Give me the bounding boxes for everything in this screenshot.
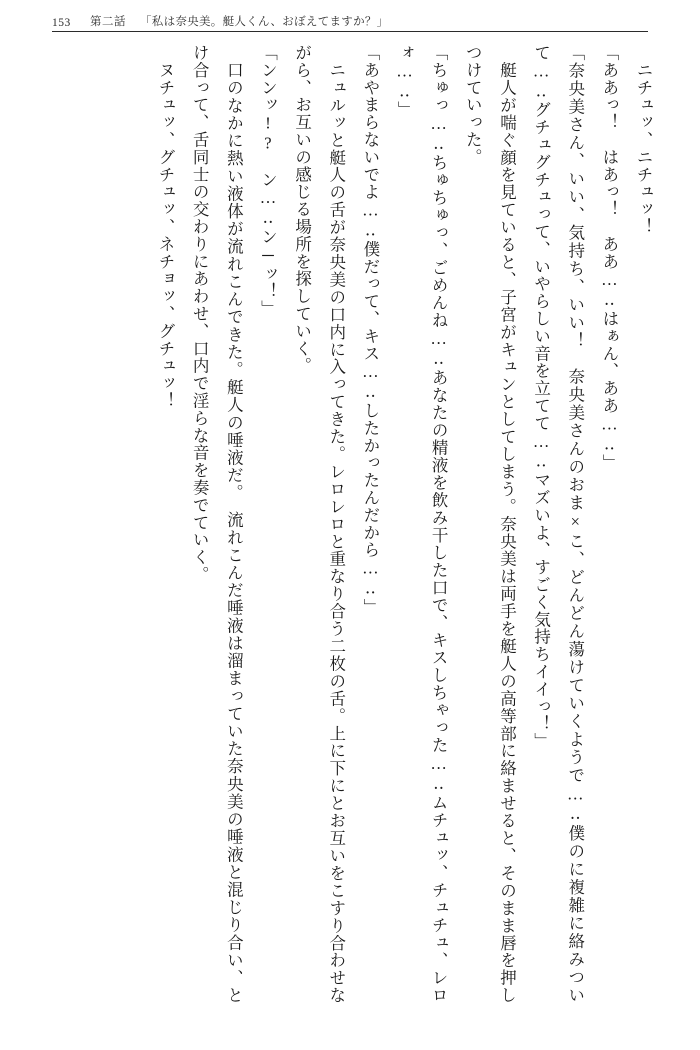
paragraph: 「ああっ！ はあっ！ ああ…‥はぁん、ああ…‥」 (599, 44, 619, 472)
page-number: 153 (52, 17, 71, 29)
chapter-title: 「私は奈央美。艇人くん、おぼえてますか？」 (140, 16, 389, 28)
paragraph: 「奈央美さん、いい、気持ち、いい！ 奈央美さんのおま×こ、どんどん蕩けていくようで…‥僕のに複雑に絡みついて…‥グチュグチュって、いやらしい音を立てて…‥マズいよ、すごく気持ちイイっ！」 (531, 44, 585, 1004)
page-header (52, 10, 648, 32)
paragraph: ヌチュッ、グチュッ、ネチョッ、グチュッ！ (156, 44, 176, 410)
chapter-label: 第二話 (90, 16, 126, 28)
page-body (40, 44, 660, 1004)
paragraph: 「あやまらないでよ…‥僕だって、キス…‥したかったんだから…‥」 (360, 44, 380, 616)
paragraph: ニュルッと艇人の舌が奈央美の口内に入ってきた。レロレロと重なり合う二枚の舌。上に下にとお互いをこすり合わせながら、お互いの感じる場所を探していく。 (292, 44, 346, 1004)
paragraph: ニチュッ、ニチュッ！ (634, 44, 653, 236)
paragraph: 口のなかに熱い液体が流れこんできた。艇人の唾液だ。 流れこんだ唾液は溜まっていた奈央美の唾液と混じり合い、とけ合って、舌同士の交わりにあわせ、口内で淫らな音を奏でていく。 (190, 44, 244, 1004)
paragraph: 艇人が喘ぐ顔を見ていると、子宮がキュンとしてしまう。奈央美は両手を艇人の高等部に絡ませると、そのまま唇を押しつけていった。 (463, 44, 517, 1004)
paragraph: 「ンンッ!? ン…‥ン─ッ！」 (258, 44, 278, 318)
paragraph: 「ちゅっ…‥ちゅちゅっ、ごめんね…‥あなたの精液を飲み干した口で、キスしちゃった…‥ムチュッ、チュチュ、レロォ…‥」 (395, 44, 449, 1004)
